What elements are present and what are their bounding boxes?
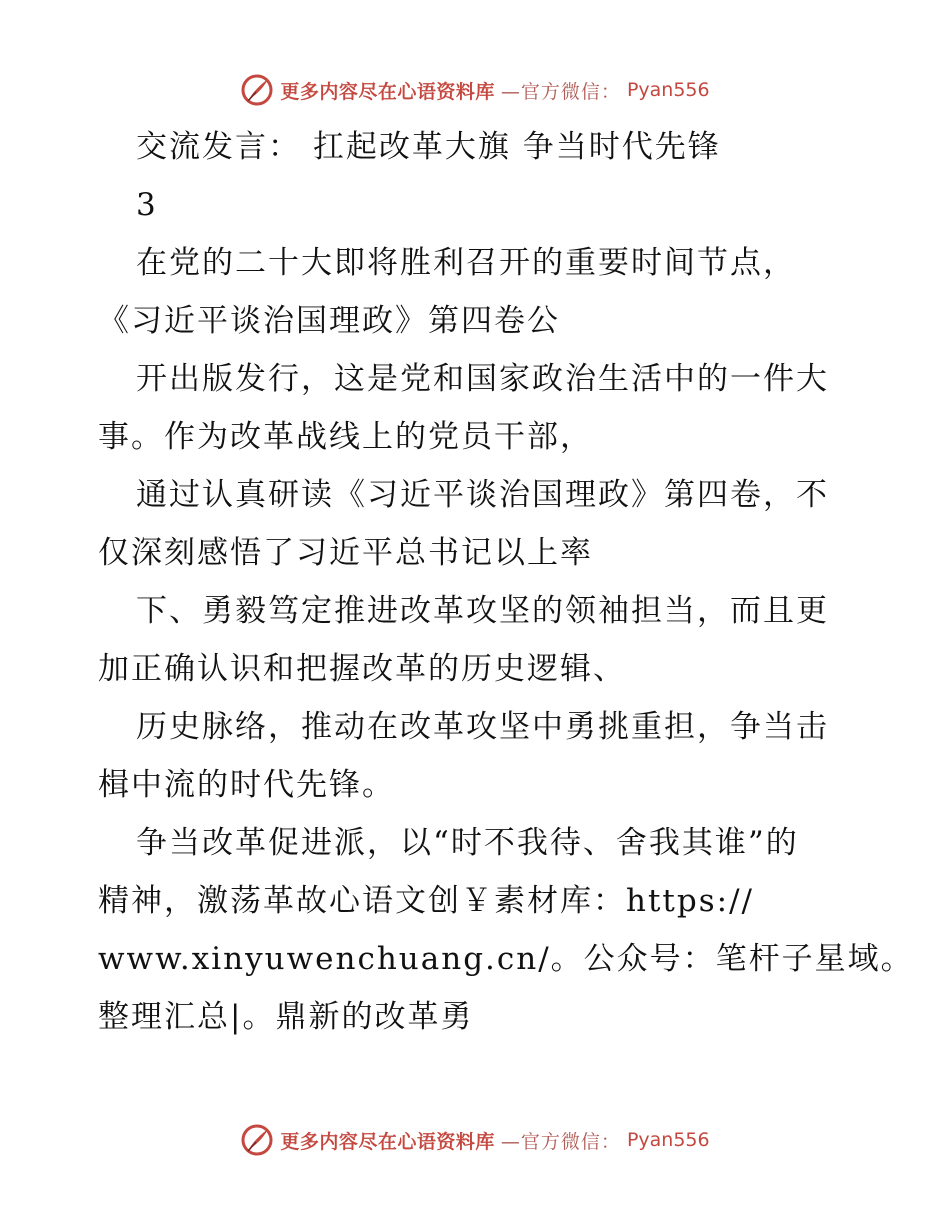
text-line: 事。作为改革战线上的党员干部，	[98, 419, 593, 455]
watermark-suffix: —官方微信：	[500, 80, 621, 103]
text-line: 楫中流的时代先锋。	[98, 767, 395, 803]
text-line: 通过认真研读《习近平谈治国理政》第四卷，不	[136, 477, 829, 513]
text-line: 仅深刻感悟了习近平总书记以上率	[98, 535, 593, 571]
text-line: 交流发言： 扛起改革大旗 争当时代先锋	[136, 129, 721, 165]
text-line: 下、勇毅笃定推进改革攻坚的领袖担当，而且更	[136, 593, 829, 629]
watermark-header	[0, 70, 950, 110]
watermark-suffix: —官方微信：	[500, 1130, 621, 1153]
text-line: 整理汇总|。鼎新的改革勇	[98, 999, 474, 1035]
text-line: 历史脉络，推动在改革攻坚中勇挑重担，争当击	[136, 709, 829, 745]
feather-logo-icon	[240, 1123, 274, 1157]
watermark-handle: Pyan556	[626, 79, 710, 101]
watermark-footer	[0, 1120, 950, 1160]
text-line: 在党的二十大即将胜利召开的重要时间节点，	[136, 245, 796, 281]
text-line: 3	[136, 187, 158, 223]
text-line: 《习近平谈治国理政》第四卷公	[98, 303, 560, 339]
text-line: 争当改革促进派，以“时不我待、舍我其谁”的	[136, 825, 799, 861]
document-body	[98, 118, 914, 1046]
watermark-handle: Pyan556	[626, 1129, 710, 1151]
text-line: www.xinyuwenchuang.cn/。公众号：笔杆子星域。	[98, 941, 914, 977]
watermark-text: 更多内容尽在心语资料库	[280, 1130, 495, 1153]
watermark-text: 更多内容尽在心语资料库	[280, 80, 495, 103]
feather-logo-icon	[240, 73, 274, 107]
text-line: 精神，激荡革故心语文创￥素材库：https://	[98, 883, 754, 919]
text-line: 加正确认识和把握改革的历史逻辑、	[98, 651, 626, 687]
text-line: 开出版发行，这是党和国家政治生活中的一件大	[136, 361, 829, 397]
